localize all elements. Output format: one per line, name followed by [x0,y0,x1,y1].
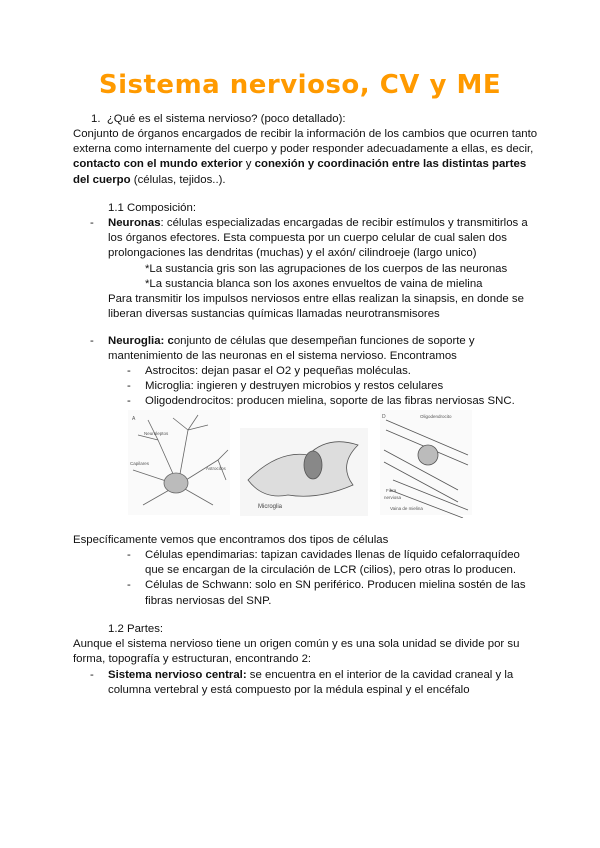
bullet: - [127,579,131,592]
text-line [108,216,528,231]
text-line: mantenimiento de las neuronas en el sistema nervioso. Encontramos [108,350,457,363]
neuronas-item [90,216,528,322]
list-item [127,578,526,593]
bold-text: del cuerpo [73,173,131,186]
figure-label: Microglia [258,504,283,510]
bullet: - [127,365,131,377]
figure-label: Vaina de mielina [390,506,423,511]
bold-text: conexión y coordinación entre las distintas partes [254,158,527,171]
oligodendrocyte-figure [380,410,472,518]
bullet: - [127,549,131,561]
text-line [108,668,513,683]
text-line: externa como internamente del cuerpo y poder responder adecuadamente a ellas, es decir, [73,143,534,156]
section-1-1-heading: 1.1 Composición: [108,202,197,214]
text-line [73,157,537,172]
text-line: que se encargan de la circulación de LCR (cilios), pero otras lo producen. [145,564,517,577]
list-number: 1. [91,113,101,125]
figure-label: Neuroleptos [144,431,169,436]
snc-item [90,668,514,698]
bold-text: Neuroglia: c [108,335,174,347]
especificamente-text: Específicamente vemos que encontramos dos tipos de células [73,534,389,546]
figure-label: Oligodendrocito [420,414,452,419]
document-title: Sistema nervioso, CV y ME [98,70,502,100]
section-1-2-heading: 1.2 Partes: [108,623,164,635]
text-line: forma, topografía y estructuran, encontrando 2: [73,653,312,666]
astrocyte-figure [128,410,230,515]
text-line: columna vertebral y está compuesto por la médula espinal y el encéfalo [108,684,470,697]
partes-paragraph [73,637,519,667]
bullet: - [90,669,94,681]
text: Oligodendrocitos: producen mielina, soporte de las fibras nerviosas SNC. [145,395,515,408]
text: Astrocitos: dejan pasar el O2 y pequeñas moléculas. [145,365,411,377]
text: y [242,158,255,171]
figure-label: nerviosa [384,495,402,500]
text-line: Conjunto de órganos encargados de recibir la información de los cambios que ocurren tanto [73,128,538,140]
text-line: *La sustancia blanca son los axones envueltos de vaina de mielina [145,277,483,290]
text: Células de Schwann: solo en SN periférico. Producen mielina sostén de las [145,579,526,592]
text-line: liberan diversas sustancias químicas llamadas neurotransmisores [108,308,440,321]
bold-text: Sistema nervioso central: [108,669,247,681]
heading-text: ¿Qué es el sistema nervioso? (poco detallado): [106,113,346,125]
text-line: Aunque el sistema nervioso tiene un origen común y es una sola unidad se divide por su [73,638,520,650]
text-line: Para transmitir los impulsos nerviosos entre ellas realizan la sinapsis, en donde se [108,293,524,306]
section-1-heading [91,112,346,127]
bullet: - [90,335,94,347]
text-line: fibras nerviosas del SNP. [145,594,272,607]
text-line: *La sustancia gris son las agrupaciones de los cuerpos de las neuronas [145,262,508,275]
text: (células, tejidos..). [130,173,226,186]
text: onjunto de células que desempeñan funciones de soporte y [173,335,475,347]
figure-label: Fibra [386,488,397,493]
glia-illustrations [128,410,478,518]
bullet: - [127,395,131,408]
bullet: - [90,217,94,229]
figure-letter: D [382,414,386,420]
microglia-figure [240,428,368,516]
glia-list [127,364,515,410]
text: Microglia: ingieren y destruyen microbios y restos celulares [145,380,444,393]
text-line [73,173,537,188]
bold-text: Neuronas [108,217,161,229]
figure-letter: A [132,416,136,422]
text: : células especializadas encargadas de recibir estímulos y transmitirlos a [160,217,528,229]
definition-paragraph [73,127,537,188]
figure-label: Astrocitos [206,466,226,471]
cell-types-list [127,548,526,609]
list-item [127,394,515,409]
figure-label: Capilares [130,461,150,466]
list-item [127,548,526,563]
bold-text: contacto con el mundo exterior [73,158,243,171]
text-line: prolongaciones las dendritas (muchas) y el axón/ cilindroeje (largo unico) [108,247,477,260]
list-item [127,379,515,394]
text: Células ependimarias: tapizan cavidades llenas de líquido cefalorraquídeo [145,549,520,561]
bullet: - [127,380,131,393]
text: se encuentra en el interior de la cavidad craneal y la [246,669,514,681]
text-line: los órganos efectores. Esta compuesta por un cuerpo celular de cual salen dos [108,232,507,245]
neuroglia-item [90,334,475,364]
text-line [108,334,475,349]
list-item [127,364,515,379]
